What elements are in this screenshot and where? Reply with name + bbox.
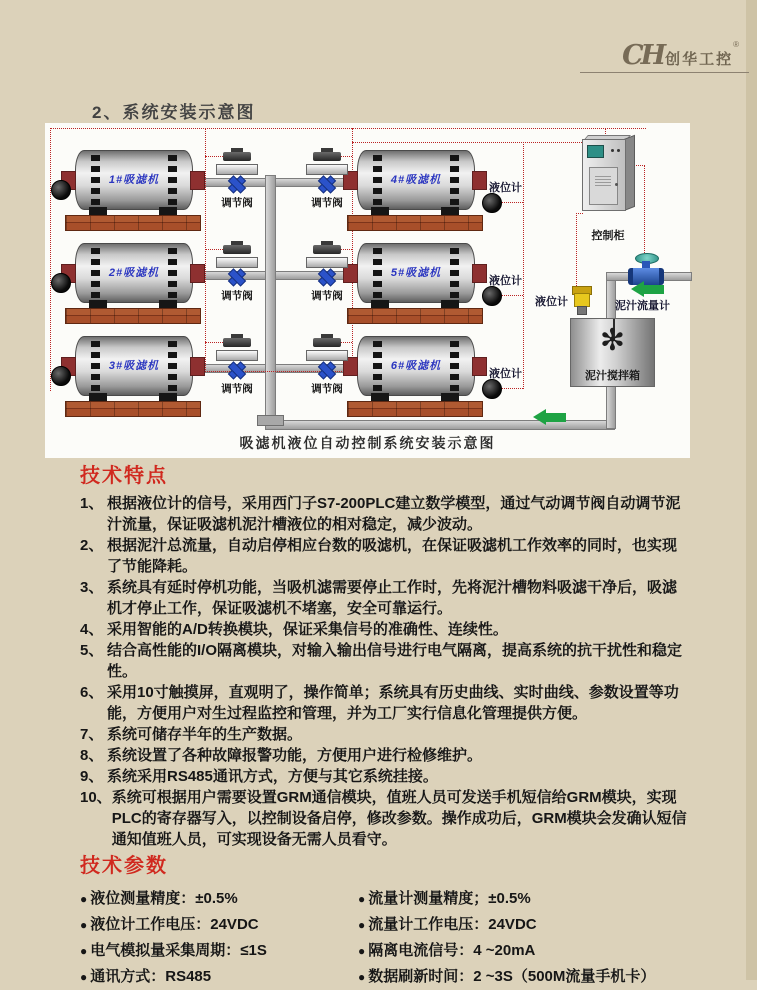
brick-base	[347, 215, 483, 231]
machine-drum	[75, 243, 193, 303]
feature-text: 采用10寸触摸屏，直观明了，操作简单；系统具有历史曲线、实时曲线、参数设置等功能，方便用户对生过程监控和管理，并为工厂实行信息化管理提供方便。	[107, 684, 679, 722]
control-valve	[305, 152, 349, 208]
machine-foot	[441, 300, 459, 308]
feature-item	[80, 493, 688, 535]
pipe-tee-fitting	[257, 415, 284, 426]
feature-number: 4、	[80, 621, 104, 638]
level-sensor-icon	[482, 379, 502, 399]
tank-level-meter-label: 液位计	[535, 296, 568, 308]
level-meter-label: 液位计	[489, 182, 522, 194]
parameter-text: 数据刷新时间：2 ~3S（500M流量手机卡）	[368, 968, 656, 985]
feature-text: 结合高性能的I/O隔离模块，对输入输出信号进行电气隔离，提高系统的抗干扰性和稳定性。	[107, 642, 683, 680]
feature-text: 系统具有延时停机功能，当吸机滤需要停止工作时，先将泥汁槽物料吸滤干净后，吸滤机才停止工作，保证吸滤机不堵塞，安全可靠运行。	[107, 579, 678, 617]
machine-foot	[159, 393, 177, 401]
brick-base	[65, 401, 201, 417]
registered-trademark-icon: ®	[733, 40, 739, 49]
signal-wire	[205, 128, 206, 372]
machine-foot	[89, 393, 107, 401]
feature-item	[80, 640, 688, 682]
feature-item	[80, 577, 688, 619]
brick-base	[347, 308, 483, 324]
bullet-icon: ●	[358, 892, 366, 906]
brick-base	[347, 401, 483, 417]
valve-actuator	[223, 245, 251, 254]
feature-number: 10、	[80, 789, 112, 806]
feature-item	[80, 787, 688, 850]
machine-drum	[357, 243, 475, 303]
cabinet-front	[582, 139, 626, 211]
filter-machine-1	[75, 150, 191, 230]
signal-wire	[50, 128, 51, 391]
feature-item	[80, 724, 688, 745]
machine-drum	[75, 150, 193, 210]
header-divider	[580, 72, 749, 73]
signal-wire	[50, 128, 646, 129]
valve-cross	[316, 358, 339, 381]
feature-item	[80, 535, 688, 577]
tank-level-sensor	[572, 286, 590, 313]
feature-text: 系统可根据用户需要设置GRM通信模块，值班人员可发送手机短信给GRM模块，实现PLC的寄存器写入，以控制设备启停，修改参数。操作成功后，GRM模块会发确认短信通知值班人员，可实现设备无需人员看守。	[111, 789, 687, 848]
logo-company-name: 创华工控	[665, 51, 734, 68]
valve-label: 调节阀	[221, 197, 253, 209]
level-sensor-icon	[51, 180, 71, 200]
logo-ch-monogram: CH	[622, 40, 664, 71]
bullet-icon: ●	[358, 970, 366, 984]
bullet-icon: ●	[358, 944, 366, 958]
flow-meter-label: 泥汁流量计	[615, 300, 670, 312]
control-valve	[215, 338, 259, 394]
level-sensor-icon	[51, 366, 71, 386]
machine-foot	[159, 300, 177, 308]
parameter-item	[358, 964, 695, 990]
parameters-left-column	[80, 886, 358, 990]
machine-foot	[441, 207, 459, 215]
valve-cross	[226, 172, 249, 195]
filter-machine-6	[357, 336, 473, 416]
parameter-item	[358, 938, 695, 964]
feature-item	[80, 619, 688, 640]
diagram-caption: 吸滤机液位自动控制系统安装示意图	[239, 435, 496, 451]
filter-machine-5	[357, 243, 473, 323]
machine-foot	[371, 207, 389, 215]
level-sensor-icon	[482, 193, 502, 213]
tank-label: 泥汁搅拌箱	[585, 370, 640, 382]
flow-direction-arrow	[533, 409, 566, 425]
mud-mixing-tank	[570, 318, 655, 387]
valve-actuator	[313, 152, 341, 161]
section-title-installation-diagram: 2、系统安装示意图	[92, 103, 256, 122]
company-logo	[622, 40, 739, 71]
brick-base	[65, 308, 201, 324]
level-sensor-icon	[482, 286, 502, 306]
features-list	[80, 493, 688, 850]
filter-machine-2	[75, 243, 191, 323]
valve-cross	[226, 358, 249, 381]
parameter-text: 通讯方式：RS485	[90, 968, 212, 985]
feature-number: 7、	[80, 726, 104, 743]
valve-label: 调节阀	[311, 197, 343, 209]
level-meter-label: 液位计	[489, 368, 522, 380]
parameters-right-column	[358, 886, 695, 990]
bullet-icon: ●	[80, 918, 88, 932]
machine-label: 5#吸滤机	[390, 267, 442, 279]
brick-base	[65, 215, 201, 231]
cabinet-screen	[587, 145, 604, 158]
machine-end-cap	[190, 264, 205, 283]
machine-label: 1#吸滤机	[108, 174, 160, 186]
flow-direction-arrow	[631, 281, 664, 297]
signal-wire	[576, 213, 583, 214]
feature-text: 系统可储存半年的生产数据。	[107, 726, 303, 743]
control-valve	[305, 245, 349, 301]
page-edge-shade	[746, 0, 757, 980]
machine-foot	[371, 300, 389, 308]
filter-machine-4	[357, 150, 473, 230]
parameter-item	[80, 912, 358, 938]
feature-text: 系统采用RS485通讯方式，方便与其它系统挂接。	[107, 768, 438, 785]
level-sensor-icon	[51, 273, 71, 293]
bullet-icon: ●	[80, 892, 88, 906]
level-meter-label: 液位计	[489, 275, 522, 287]
machine-label: 6#吸滤机	[390, 360, 442, 372]
parameter-text: 流量计工作电压：24VDC	[368, 916, 537, 933]
valve-cross	[316, 265, 339, 288]
feature-number: 3、	[80, 579, 104, 596]
parameter-item	[80, 964, 358, 990]
signal-wire	[500, 295, 523, 296]
valve-label: 调节阀	[221, 383, 253, 395]
filter-machine-3	[75, 336, 191, 416]
machine-end-cap	[472, 264, 487, 283]
technical-parameters-section	[80, 849, 695, 990]
stirrer-icon: ✻	[599, 324, 626, 357]
machine-drum	[357, 150, 475, 210]
signal-wire	[500, 202, 523, 203]
signal-wire	[352, 142, 582, 143]
feature-number: 8、	[80, 747, 104, 764]
machine-end-cap	[190, 171, 205, 190]
machine-end-cap	[472, 171, 487, 190]
machine-foot	[89, 207, 107, 215]
parameter-text: 液位测量精度：±0.5%	[90, 890, 238, 907]
parameter-text: 液位计工作电压：24VDC	[90, 916, 259, 933]
parameters-title: 技术参数	[80, 855, 168, 877]
feature-item	[80, 745, 688, 766]
control-cabinet	[582, 135, 634, 242]
valve-label: 调节阀	[221, 290, 253, 302]
machine-foot	[159, 207, 177, 215]
feature-number: 6、	[80, 684, 104, 701]
technical-features-section	[80, 459, 688, 850]
signal-wire	[523, 142, 524, 389]
machine-foot	[441, 393, 459, 401]
feature-item	[80, 766, 688, 787]
feature-text: 系统设置了各种故障报警功能，方便用户进行检修维护。	[107, 747, 483, 764]
machine-label: 3#吸滤机	[108, 360, 160, 372]
machine-end-cap	[190, 357, 205, 376]
signal-wire	[576, 213, 577, 286]
feature-item	[80, 682, 688, 724]
feature-number: 5、	[80, 642, 104, 659]
control-valve	[305, 338, 349, 394]
parameter-item	[358, 912, 695, 938]
parameter-item	[80, 886, 358, 912]
valve-actuator	[223, 152, 251, 161]
valve-actuator	[223, 338, 251, 347]
feature-text: 根据泥汁总流量，自动启停相应台数的吸滤机，在保证吸滤机工作效率的同时，也实现了节能降耗。	[107, 537, 678, 575]
valve-actuator	[313, 338, 341, 347]
parameter-text: 电气模拟量采集周期：≤1S	[90, 942, 267, 959]
machine-end-cap	[472, 357, 487, 376]
tank-outlet-pipe	[606, 385, 616, 429]
bullet-icon: ●	[358, 918, 366, 932]
feature-text: 根据液位计的信号，采用西门子S7-200PLC建立数学模型，通过气动调节阀自动调节泥汁流量，保证吸滤机泥汁槽液位的相对稳定，减少波动。	[107, 495, 681, 533]
parameter-item	[80, 938, 358, 964]
machine-drum	[75, 336, 193, 396]
machine-drum	[357, 336, 475, 396]
parameter-item	[358, 886, 695, 912]
machine-foot	[371, 393, 389, 401]
cabinet-door	[589, 167, 618, 205]
machine-foot	[89, 300, 107, 308]
feature-number: 2、	[80, 537, 104, 554]
control-valve	[215, 152, 259, 208]
valve-label: 调节阀	[311, 383, 343, 395]
signal-wire	[500, 388, 523, 389]
parameter-text: 隔离电流信号：4 ~20mA	[368, 942, 536, 959]
feature-text: 采用智能的A/D转换模块，保证采集信号的准确性、连续性。	[107, 621, 508, 638]
bullet-icon: ●	[80, 970, 88, 984]
machine-label: 4#吸滤机	[390, 174, 442, 186]
control-valve	[215, 245, 259, 301]
signal-wire	[644, 165, 645, 253]
valve-actuator	[313, 245, 341, 254]
features-title: 技术特点	[80, 465, 168, 487]
signal-wire	[352, 128, 353, 372]
feature-number: 1、	[80, 495, 104, 512]
installation-diagram	[45, 123, 690, 458]
valve-cross	[226, 265, 249, 288]
valve-label: 调节阀	[311, 290, 343, 302]
machine-label: 2#吸滤机	[108, 267, 160, 279]
cabinet-label: 控制柜	[591, 230, 625, 242]
parameter-text: 流量计测量精度；±0.5%	[368, 890, 531, 907]
bullet-icon: ●	[80, 944, 88, 958]
valve-cross	[316, 172, 339, 195]
feature-number: 9、	[80, 768, 104, 785]
